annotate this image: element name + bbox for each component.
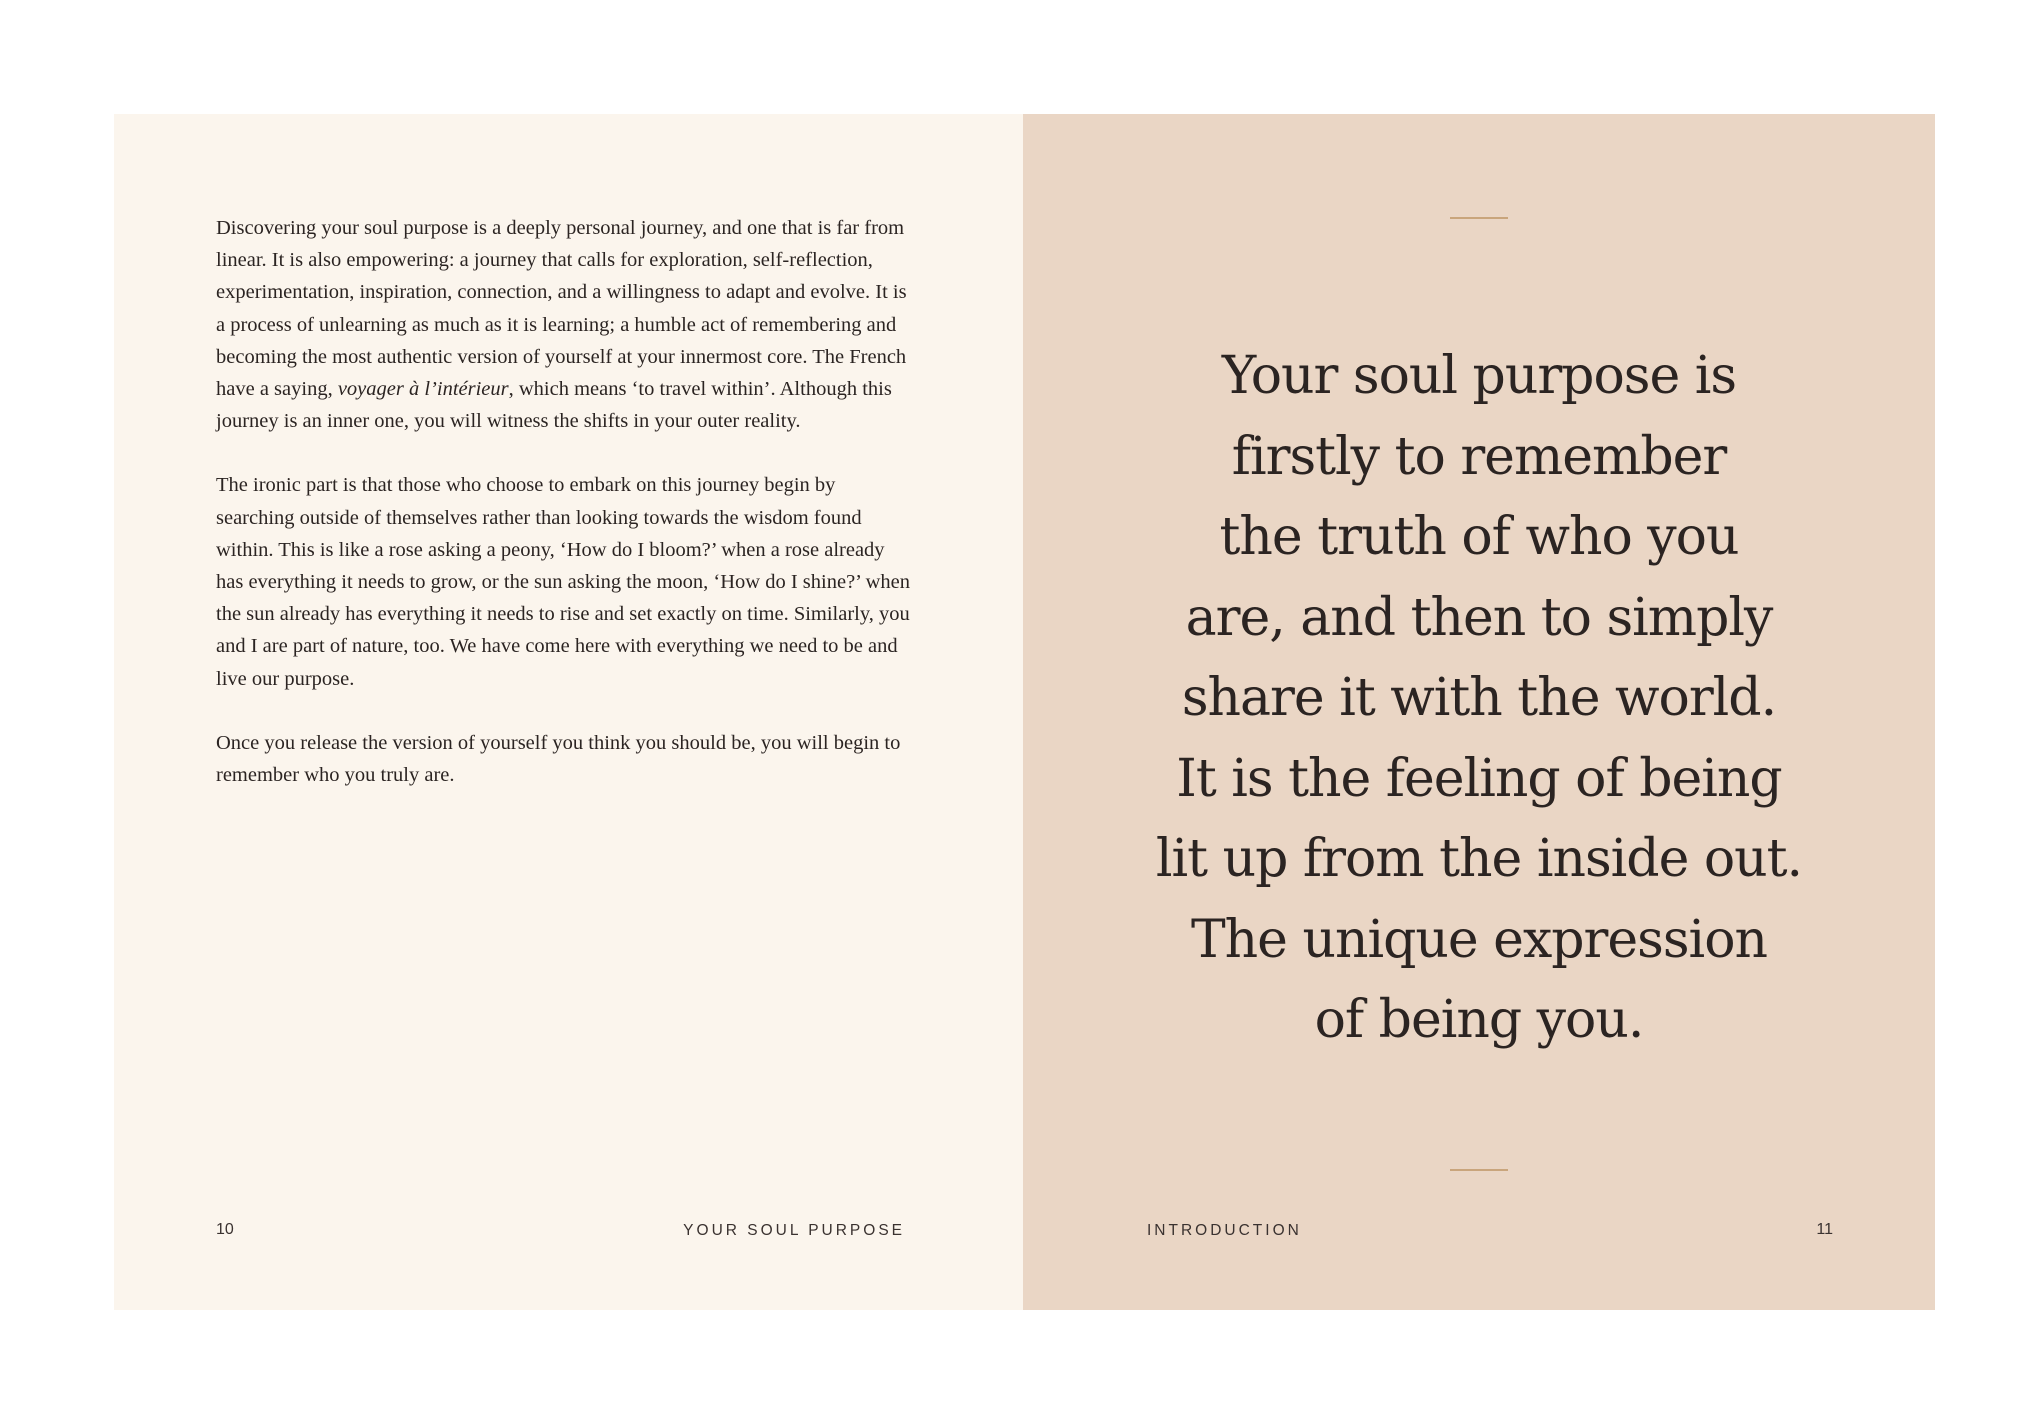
running-head-right: INTRODUCTION <box>1147 1222 1302 1239</box>
paragraph-3: Once you release the version of yourself you think you should be, you will begin to remember who you truly are. <box>216 731 901 787</box>
decorative-rule-bottom <box>1450 1169 1508 1171</box>
page-number-right: 11 <box>1816 1221 1833 1238</box>
quote-line: share it with the world. <box>1181 668 1777 728</box>
quote-line: the truth of who you <box>1219 507 1739 567</box>
paragraph-1-text-continued: , which means ‘to travel within’. Although this journey is an inner one, you will witness the shifts in your outer reality. <box>216 378 892 433</box>
quote-line: It is the feeling of being <box>1176 748 1782 809</box>
book-spread <box>114 114 1935 1310</box>
paragraph-1-text: Discovering your soul purpose is a deeply personal journey, and one that is far from linear. It is also empowering: a journey that calls for exploration, self-reflection, experimentation, inspiration, connection, and a willingness to adapt and evolve. It is a process of unlearning as much as it is learning; a humble act of remembering and becoming the most authentic version of yourself at your innermost core. The French have a saying, <box>216 217 907 401</box>
paragraph-2: The ironic part is that those who choose to embark on this journey begin by searching outside of themselves rather than looking towards the wisdom found within. This is like a rose asking a peony, ‘How do I bloom?’ when a rose already has everything it needs to grow, or the sun asking the moon, ‘How do I shine?’ when the sun already has everything it needs to rise and set exactly on time. Similarly, you and I are part of nature, too. We have come here with everything we need to be and live our purpose. <box>216 474 911 690</box>
body-text <box>216 212 916 823</box>
quote-line: lit up from the inside out. <box>1155 829 1803 889</box>
pull-quote <box>1023 336 1935 1061</box>
quote-line: are, and then to simply <box>1185 587 1773 648</box>
left-page <box>114 114 1023 1310</box>
running-head-left: YOUR SOUL PURPOSE <box>683 1222 905 1239</box>
paragraph-1 <box>216 212 916 437</box>
page-number-left: 10 <box>216 1221 234 1238</box>
quote-line: The unique expression <box>1191 909 1767 970</box>
quote-line: of being you. <box>1314 990 1644 1050</box>
right-page <box>1023 114 1935 1310</box>
quote-line: firstly to remember <box>1231 426 1727 487</box>
quote-line: Your soul purpose is <box>1221 346 1737 406</box>
decorative-rule-top <box>1450 217 1508 219</box>
french-phrase: voyager à l’intérieur <box>337 378 509 401</box>
